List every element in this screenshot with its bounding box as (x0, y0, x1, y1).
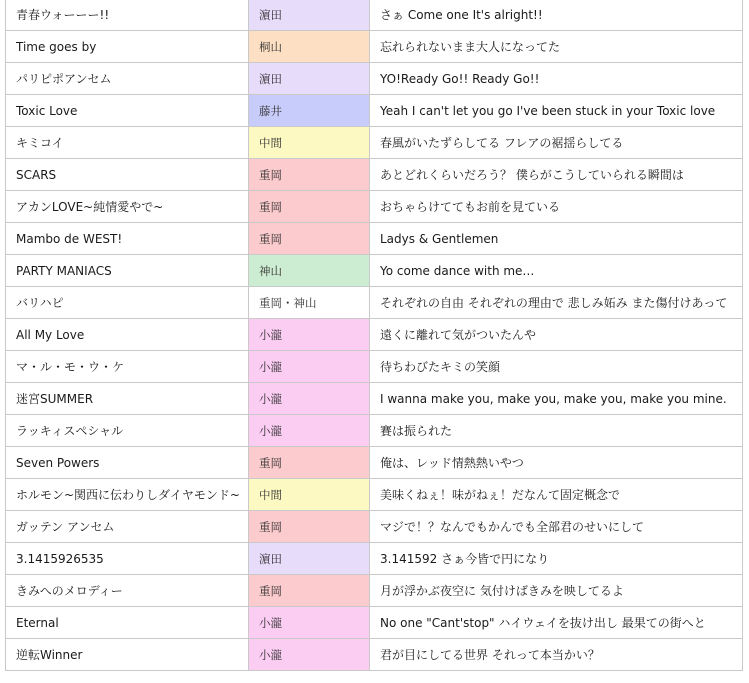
table-row (6, 383, 743, 415)
table-row (6, 479, 743, 511)
table-row (6, 0, 743, 31)
song-title-cell: Toxic Love (6, 95, 249, 127)
member-cell: 重岡 (249, 191, 370, 223)
lyric-cell: あとどれくらいだろう？ 僕らがこうしていられる瞬間は (370, 159, 743, 191)
member-cell: 小瀧 (249, 639, 370, 671)
song-title-cell: 迷宮SUMMER (6, 383, 249, 415)
song-title-cell: 3.1415926535 (6, 543, 249, 575)
song-title-cell: パリピポアンセム (6, 63, 249, 95)
member-cell: 桐山 (249, 31, 370, 63)
song-title-cell: バリハピ (6, 287, 249, 319)
song-title-cell: アカンLOVE~純情愛やで~ (6, 191, 249, 223)
lyric-cell: 賽は振られた (370, 415, 743, 447)
table-row (6, 159, 743, 191)
song-title-cell: Seven Powers (6, 447, 249, 479)
table-row (6, 607, 743, 639)
member-cell: 神山 (249, 255, 370, 287)
song-title-cell: PARTY MANIACS (6, 255, 249, 287)
song-table-body (6, 0, 743, 671)
song-title-cell: Time goes by (6, 31, 249, 63)
lyric-cell: 月が浮かぶ夜空に 気付けばきみを映してるよ (370, 575, 743, 607)
lyric-cell: 春風がいたずらしてる フレアの裾揺らしてる (370, 127, 743, 159)
table-row (6, 191, 743, 223)
table-row (6, 639, 743, 671)
lyric-cell: Ladys & Gentlemen (370, 223, 743, 255)
song-title-cell: SCARS (6, 159, 249, 191)
table-row (6, 255, 743, 287)
song-table (5, 0, 743, 671)
member-cell: 濵田 (249, 63, 370, 95)
table-row (6, 447, 743, 479)
lyric-cell: 美味くねぇ！味がねぇ！だなんて固定概念で (370, 479, 743, 511)
table-row (6, 319, 743, 351)
table-row (6, 415, 743, 447)
lyric-cell: Yo come dance with me… (370, 255, 743, 287)
table-row (6, 543, 743, 575)
member-cell: 重岡 (249, 159, 370, 191)
song-title-cell: All My Love (6, 319, 249, 351)
song-title-cell: マ・ル・モ・ウ・ケ (6, 351, 249, 383)
table-row (6, 223, 743, 255)
member-cell: 重岡 (249, 575, 370, 607)
member-cell: 重岡 (249, 223, 370, 255)
member-cell: 小瀧 (249, 351, 370, 383)
lyric-cell: 忘れられないまま大人になってた (370, 31, 743, 63)
member-cell: 中間 (249, 127, 370, 159)
member-cell: 重岡 (249, 511, 370, 543)
song-title-cell: きみへのメロディー (6, 575, 249, 607)
member-cell: 藤井 (249, 95, 370, 127)
table-row (6, 511, 743, 543)
song-title-cell: ホルモン~関西に伝わりしダイヤモンド~ (6, 479, 249, 511)
lyric-cell: 俺は、レッド情熱熱いやつ (370, 447, 743, 479)
member-cell: 重岡 (249, 447, 370, 479)
member-cell: 中間 (249, 479, 370, 511)
member-cell: 小瀧 (249, 415, 370, 447)
song-title-cell: キミコイ (6, 127, 249, 159)
lyric-cell: マジで！？なんでもかんでも全部君のせいにして (370, 511, 743, 543)
lyric-cell: YO!Ready Go!! Ready Go!! (370, 63, 743, 95)
table-row (6, 351, 743, 383)
table-row (6, 127, 743, 159)
lyric-cell: Yeah I can't let you go I've been stuck in your Toxic love (370, 95, 743, 127)
song-title-cell: ガッテン アンセム (6, 511, 249, 543)
lyric-cell: 君が目にしてる世界 それって本当かい？ (370, 639, 743, 671)
lyric-cell: 3.141592 さぁ今皆で円になり (370, 543, 743, 575)
table-row (6, 31, 743, 63)
table-row (6, 63, 743, 95)
table-row (6, 287, 743, 319)
song-title-cell: 青春ウォーーー!! (6, 0, 249, 31)
song-title-cell: ラッキィスペシャル (6, 415, 249, 447)
table-row (6, 575, 743, 607)
lyric-cell: さぁ Come one It's alright!! (370, 0, 743, 31)
lyric-cell: おちゃらけててもお前を見ている (370, 191, 743, 223)
lyric-cell: I wanna make you, make you, make you, make you mine. (370, 383, 743, 415)
member-cell: 小瀧 (249, 607, 370, 639)
song-title-cell: Eternal (6, 607, 249, 639)
song-title-cell: Mambo de WEST! (6, 223, 249, 255)
lyric-cell: No one "Cant'stop" ハイウェイを抜け出し 最果ての街へと (370, 607, 743, 639)
member-cell: 濵田 (249, 543, 370, 575)
lyric-cell: 遠くに離れて気がついたんや (370, 319, 743, 351)
table-row (6, 95, 743, 127)
song-title-cell: 逆転Winner (6, 639, 249, 671)
lyric-cell: それぞれの自由 それぞれの理由で 悲しみ妬み また傷付けあって (370, 287, 743, 319)
member-cell: 小瀧 (249, 319, 370, 351)
member-cell: 小瀧 (249, 383, 370, 415)
member-cell: 重岡・神山 (249, 287, 370, 319)
lyric-cell: 待ちわびたキミの笑顔 (370, 351, 743, 383)
member-cell: 濵田 (249, 0, 370, 31)
